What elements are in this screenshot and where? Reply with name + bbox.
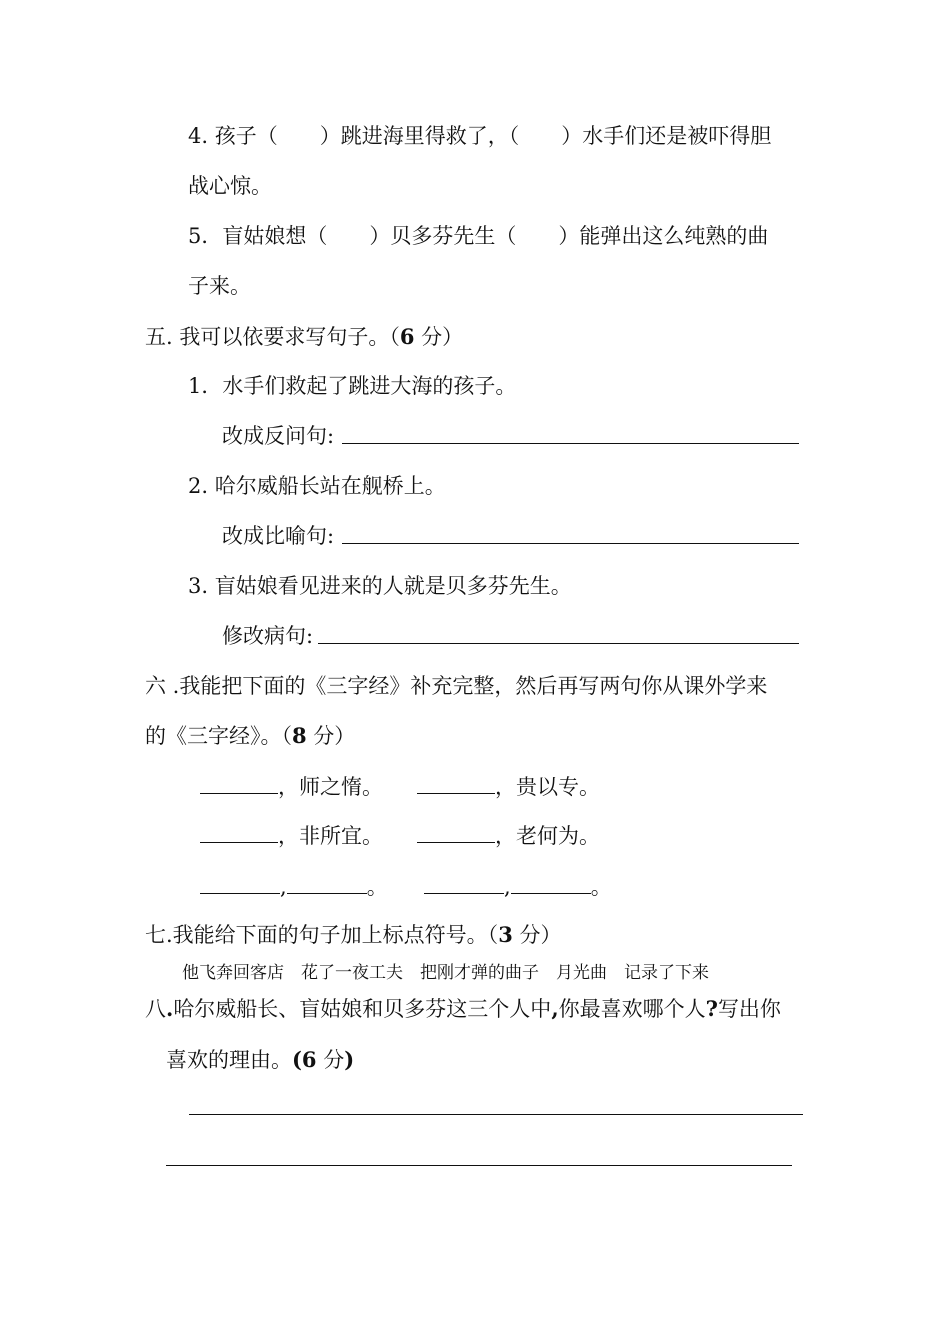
s5-item-3-label: 修改病句: (222, 624, 314, 648)
blank[interactable] (200, 874, 280, 894)
q4-line2: 战心惊。 (188, 174, 272, 198)
answer-line-4[interactable] (189, 1114, 803, 1115)
section-5-title (145, 326, 463, 348)
section-8-text-c: 写出你 (717, 997, 781, 1021)
s5-item-2-label: 改成比喻句: (222, 524, 335, 548)
fill-end: 。 (590, 874, 612, 899)
section-8-dot: . (166, 996, 174, 1021)
fill-row-2b (417, 823, 600, 847)
q5-line2: 子来。 (188, 274, 251, 298)
section-7-title-text: 七.我能给下面的句子加上标点符号。（ (145, 923, 499, 947)
s5-item-1: 1．水手们救起了跳进大海的孩子。 (188, 374, 517, 398)
section-6-title: 六 .我能把下面的《三字经》补充完整，然后再写两句你从课外学来 (145, 674, 768, 698)
answer-line-3[interactable] (318, 643, 799, 644)
q4-line1: 4. 孩子（ ）跳进海里得救了，（ ）水手们还是被吓得胆 (188, 124, 772, 148)
fill-sep: , (504, 874, 511, 899)
section-8-points-open: (6 (292, 1047, 317, 1072)
section-8-title (145, 998, 781, 1020)
blank[interactable] (424, 874, 504, 894)
section-8-points-close: ) (344, 1047, 355, 1072)
section-7-points: 3 (498, 922, 513, 947)
section-6-points: 8 (292, 723, 307, 748)
answer-line-5[interactable] (166, 1165, 792, 1166)
section-6-title-text: 的《三字经》。（ (145, 724, 292, 748)
blank[interactable] (287, 874, 367, 894)
section-8-points-unit: 分 (316, 1048, 345, 1072)
section-5-points: 6 (399, 324, 415, 349)
fill-end: 。 (366, 874, 388, 899)
section-5-title-text: 五. 我可以依要求写句子。（ (145, 325, 400, 349)
section-8-title-line2 (166, 1049, 354, 1071)
q5-line1: 5．盲姑娘想（ ）贝多芬先生（ ）能弹出这么纯熟的曲 (188, 224, 769, 248)
fill-text: ，贵以专。 (495, 774, 600, 799)
s5-item-3: 3. 盲姑娘看见进来的人就是贝多芬先生。 (188, 574, 572, 598)
section-8-comma: , (551, 996, 559, 1021)
answer-line-2[interactable] (342, 543, 799, 544)
fill-row-2a (200, 823, 383, 847)
section-8-text-b: 你最喜欢哪个人 (558, 997, 706, 1021)
fill-row-3a (200, 874, 388, 898)
fill-text: ，非所宜。 (278, 823, 383, 848)
s5-item-1-label: 改成反问句: (222, 424, 335, 448)
section-5-title-end: 分） (414, 325, 464, 349)
section-6-title-end: 分） (306, 724, 356, 748)
blank[interactable] (511, 874, 591, 894)
fill-row-3b (424, 874, 612, 898)
fill-text: ，老何为。 (495, 823, 600, 848)
answer-line-1[interactable] (342, 443, 799, 444)
section-7-title-end: 分） (512, 923, 562, 947)
fill-text: ，师之惰。 (278, 774, 383, 799)
section-7-sentence: 他飞奔回客店 花了一夜工夫 把刚才弹的曲子 月光曲 记录了下来 (182, 963, 709, 983)
blank[interactable] (200, 774, 278, 794)
fill-row-1a (200, 774, 383, 798)
blank[interactable] (417, 774, 495, 794)
section-8-text-a: 哈尔威船长、盲姑娘和贝多芬这三个人中 (173, 997, 552, 1021)
blank[interactable] (417, 823, 495, 843)
section-7-title (145, 924, 562, 946)
section-6-title-line2 (145, 725, 355, 747)
section-8-text-d: 喜欢的理由。 (166, 1048, 292, 1072)
s5-item-2: 2. 哈尔威船长站在舰桥上。 (188, 474, 446, 498)
section-8-num: 八 (145, 997, 166, 1021)
section-8-question: ? (705, 996, 718, 1021)
fill-sep: , (280, 874, 287, 899)
fill-row-1b (417, 774, 600, 798)
blank[interactable] (200, 823, 278, 843)
